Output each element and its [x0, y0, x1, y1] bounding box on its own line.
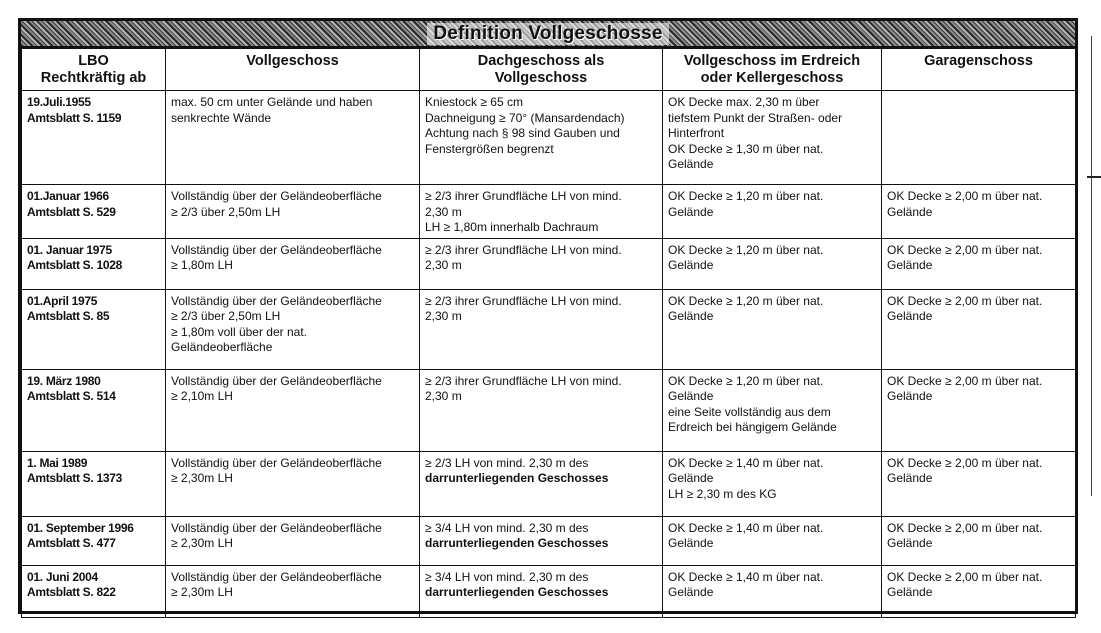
cell-line: OK Decke ≥ 2,00 m über nat. [887, 293, 1043, 308]
cell-line: Vollständig über der Geländeoberfläche [171, 373, 382, 388]
cell-garagenschoss [882, 91, 1076, 185]
cell-line: ≥ 2/3 LH von mind. 2,30 m des [425, 455, 589, 470]
cell-line: 2,30 m [425, 258, 462, 272]
cell-line: ≥ 2/3 ihrer Grundfläche LH von mind. [425, 189, 622, 203]
cell-line: ≥ 2,30m LH [171, 585, 233, 599]
cell-line: LH ≥ 1,80m innerhalb Dachraum [425, 220, 599, 234]
scan-edge-tick [1087, 176, 1101, 178]
cell-line: darrunterliegenden Geschosses [425, 585, 609, 599]
cell-garagenschoss [882, 369, 1076, 451]
cell-erdreich [663, 451, 882, 516]
lbo-source: Amtsblatt S. 529 [27, 204, 116, 219]
cell-vollgeschoss [166, 238, 420, 289]
lbo-source: Amtsblatt S. 477 [27, 536, 116, 550]
cell-erdreich [663, 185, 882, 239]
cell-line: Gelände [887, 536, 933, 550]
document-page [18, 18, 1078, 614]
header-dachgeschoss [420, 49, 663, 91]
cell-line: OK Decke ≥ 2,00 m über nat. [887, 520, 1043, 535]
cell-vollgeschoss [166, 91, 420, 185]
cell-line: Gelände [668, 157, 714, 171]
cell-line: ≥ 2/3 ihrer Grundfläche LH von mind. [425, 242, 622, 257]
cell-line: Vollständig über der Geländeoberfläche [171, 189, 382, 203]
cell-erdreich [663, 369, 882, 451]
cell-dachgeschoss [420, 91, 663, 185]
cell-line: OK Decke ≥ 2,00 m über nat. [887, 455, 1043, 470]
cell-line: ≥ 2/3 ihrer Grundfläche LH von mind. [425, 293, 622, 308]
lbo-source: Amtsblatt S. 85 [27, 309, 110, 323]
cell-line: Gelände [887, 204, 933, 219]
cell-line: Gelände [668, 204, 714, 219]
cell-line: Vollständig über der Geländeoberfläche [171, 293, 382, 308]
cell-line: OK Decke max. 2,30 m über [668, 95, 820, 109]
cell-line: max. 50 cm unter Gelände und haben [171, 95, 373, 109]
cell-line: Fenstergrößen begrenzt [425, 141, 554, 156]
cell-dachgeschoss [420, 565, 663, 617]
cell-line: ≥ 3/4 LH von mind. 2,30 m des [425, 569, 589, 584]
header-vollgeschoss [166, 49, 420, 91]
cell-lbo [22, 565, 166, 617]
cell-line: Vollständig über der Geländeoberfläche [171, 455, 382, 470]
cell-line: OK Decke ≥ 1,30 m über nat. [668, 141, 824, 156]
cell-lbo [22, 238, 166, 289]
cell-lbo [22, 451, 166, 516]
cell-line: Gelände [887, 471, 933, 485]
cell-line: eine Seite vollständig aus dem [668, 404, 831, 419]
cell-line: ≥ 2/3 über 2,50m LH [171, 204, 281, 219]
cell-line: ≥ 2/3 über 2,50m LH [171, 309, 281, 323]
cell-erdreich [663, 516, 882, 565]
cell-line: OK Decke ≥ 1,40 m über nat. [668, 520, 824, 535]
cell-dachgeschoss [420, 516, 663, 565]
scan-edge-line [1091, 36, 1092, 496]
cell-dachgeschoss [420, 369, 663, 451]
cell-lbo [22, 185, 166, 239]
cell-dachgeschoss [420, 451, 663, 516]
lbo-date: 01.April 1975 [27, 293, 98, 308]
cell-line: 2,30 m [425, 309, 462, 323]
header-garagenschoss-line: Garagenschoss [924, 53, 1033, 69]
cell-line: ≥ 3/4 LH von mind. 2,30 m des [425, 520, 589, 535]
cell-line: OK Decke ≥ 2,00 m über nat. [887, 242, 1043, 257]
cell-garagenschoss [882, 565, 1076, 617]
cell-line: Gelände [668, 258, 714, 272]
cell-line: OK Decke ≥ 2,00 m über nat. [887, 373, 1043, 388]
cell-line: ≥ 1,80m voll über der nat. [171, 324, 307, 339]
document-title: Definition Vollgeschosse [427, 23, 668, 45]
cell-line: ≥ 2/3 ihrer Grundfläche LH von mind. [425, 373, 622, 388]
header-erdreich [663, 49, 882, 91]
cell-line: Gelände [668, 536, 714, 550]
table-row [22, 516, 1076, 565]
header-erdreich-line: oder Kellergeschoss [700, 70, 844, 86]
table-row [22, 238, 1076, 289]
cell-vollgeschoss [166, 565, 420, 617]
cell-line: Gelände [887, 389, 933, 403]
cell-erdreich [663, 238, 882, 289]
lbo-date: 01. Juni 2004 [27, 569, 98, 584]
cell-line: Gelände [668, 309, 714, 323]
cell-erdreich [663, 289, 882, 369]
cell-garagenschoss [882, 289, 1076, 369]
cell-line: OK Decke ≥ 1,20 m über nat. [668, 293, 824, 308]
cell-garagenschoss [882, 238, 1076, 289]
cell-line: Gelände [668, 389, 714, 403]
cell-line: 2,30 m [425, 389, 462, 403]
table-row [22, 185, 1076, 239]
cell-erdreich [663, 565, 882, 617]
cell-garagenschoss [882, 451, 1076, 516]
title-bar [21, 21, 1075, 48]
cell-line: Gelände [668, 585, 714, 599]
header-lbo-line: LBO [78, 53, 109, 69]
cell-vollgeschoss [166, 289, 420, 369]
lbo-date: 01.Januar 1966 [27, 189, 109, 203]
cell-line: Erdreich bei hängigem Gelände [668, 420, 837, 434]
cell-line: Gelände [887, 585, 933, 599]
cell-dachgeschoss [420, 185, 663, 239]
header-lbo [22, 49, 166, 91]
cell-line: darrunterliegenden Geschosses [425, 536, 609, 550]
cell-line: tiefstem Punkt der Straßen- oder [668, 110, 843, 125]
cell-line: OK Decke ≥ 2,00 m über nat. [887, 569, 1043, 584]
cell-line: OK Decke ≥ 1,20 m über nat. [668, 189, 824, 203]
cell-line: LH ≥ 2,30 m des KG [668, 486, 777, 501]
cell-vollgeschoss [166, 516, 420, 565]
cell-line: Geländeoberfläche [171, 340, 273, 354]
lbo-source: Amtsblatt S. 514 [27, 389, 116, 403]
table-row [22, 565, 1076, 617]
cell-line: Kniestock ≥ 65 cm [425, 95, 523, 109]
table-row [22, 369, 1076, 451]
cell-line: OK Decke ≥ 1,20 m über nat. [668, 373, 824, 388]
cell-line: ≥ 2,30m LH [171, 471, 233, 485]
cell-line: senkrechte Wände [171, 110, 272, 125]
cell-garagenschoss [882, 185, 1076, 239]
cell-vollgeschoss [166, 185, 420, 239]
lbo-date: 19. März 1980 [27, 373, 101, 388]
cell-line: OK Decke ≥ 2,00 m über nat. [887, 189, 1043, 203]
header-row [22, 49, 1076, 91]
cell-line: Dachneigung ≥ 70° (Mansardendach) [425, 110, 625, 125]
cell-lbo [22, 516, 166, 565]
cell-line: Gelände [887, 258, 933, 272]
cell-dachgeschoss [420, 289, 663, 369]
cell-line: OK Decke ≥ 1,40 m über nat. [668, 455, 824, 470]
cell-garagenschoss [882, 516, 1076, 565]
lbo-date: 01. September 1996 [27, 520, 134, 535]
cell-line: Gelände [668, 471, 714, 485]
lbo-date: 01. Januar 1975 [27, 242, 112, 257]
cell-lbo [22, 369, 166, 451]
header-dachgeschoss-line: Dachgeschoss als [477, 53, 605, 69]
cell-line: Vollständig über der Geländeoberfläche [171, 242, 382, 257]
cell-line: OK Decke ≥ 1,40 m über nat. [668, 569, 824, 584]
definition-table [21, 48, 1076, 618]
header-dachgeschoss-line: Vollgeschoss [494, 70, 588, 86]
cell-vollgeschoss [166, 451, 420, 516]
cell-line: 2,30 m [425, 204, 462, 219]
header-erdreich-line: Vollgeschoss im Erdreich [683, 53, 861, 69]
cell-line: OK Decke ≥ 1,20 m über nat. [668, 242, 824, 257]
cell-vollgeschoss [166, 369, 420, 451]
header-lbo-line: Rechtkräftig ab [40, 70, 147, 86]
table-row [22, 289, 1076, 369]
cell-line: Vollständig über der Geländeoberfläche [171, 520, 382, 535]
cell-lbo [22, 91, 166, 185]
lbo-source: Amtsblatt S. 822 [27, 585, 116, 599]
lbo-date: 1. Mai 1989 [27, 455, 88, 470]
cell-lbo [22, 289, 166, 369]
cell-line: ≥ 2,10m LH [171, 389, 233, 403]
lbo-source: Amtsblatt S. 1028 [27, 258, 122, 272]
lbo-source: Amtsblatt S. 1373 [27, 471, 122, 485]
lbo-source: Amtsblatt S. 1159 [27, 110, 122, 125]
cell-line: Achtung nach § 98 sind Gauben und [425, 126, 620, 140]
header-garagenschoss [882, 49, 1076, 91]
cell-line: Gelände [887, 309, 933, 323]
header-vollgeschoss-line: Vollgeschoss [246, 53, 339, 69]
cell-line: ≥ 1,80m LH [171, 258, 233, 272]
cell-line: Hinterfront [668, 126, 725, 140]
lbo-date: 19.Juli.1955 [27, 95, 91, 109]
table-row [22, 451, 1076, 516]
table-row [22, 91, 1076, 185]
cell-dachgeschoss [420, 238, 663, 289]
cell-line: ≥ 2,30m LH [171, 536, 233, 550]
cell-erdreich [663, 91, 882, 185]
cell-line: Vollständig über der Geländeoberfläche [171, 569, 382, 584]
cell-line: darrunterliegenden Geschosses [425, 471, 609, 485]
